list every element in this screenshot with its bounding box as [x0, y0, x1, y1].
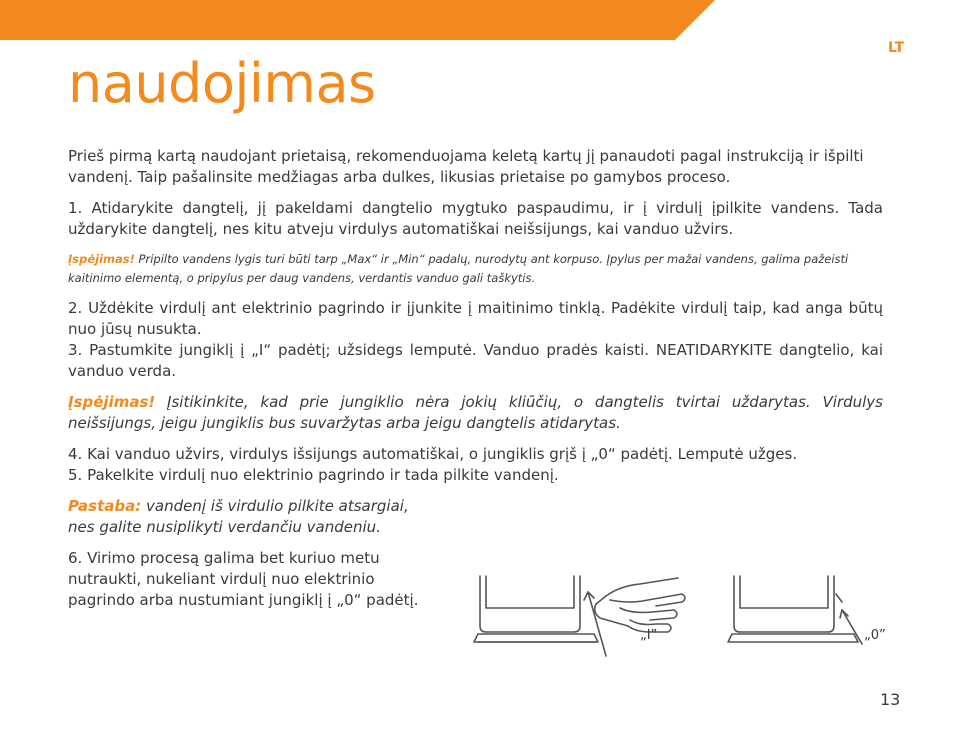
- step-4: 4. Kai vanduo užvirs, virdulys išsijungs automatiškai, o jungiklis grįš į „0“ padėtį. Lemputė užges.: [68, 445, 798, 463]
- page-number: 13: [880, 690, 901, 709]
- header-banner: [0, 0, 954, 40]
- step-1: 1. Atidarykite dangtelį, jį pakeldami dangtelio mygtuko paspaudimu, ir į virdulį įpilkite vandens. Tada uždarykite dangtelį, nes kitu atveju virdulys automatiškai neišsijungs, kai vanduo užvirs.: [68, 199, 883, 238]
- note-line-2: nes galite nusiplikyti verdančiu vandeniu.: [68, 518, 381, 536]
- warning-label: Įspėjimas!: [68, 393, 156, 411]
- warning-label: Įspėjimas!: [68, 252, 135, 266]
- language-code: LT: [888, 40, 905, 56]
- warning-text: Pripilto vandens lygis turi būti tarp „Max“ ir „Min“ padalų, nurodytų ant korpuso. Įpylus per mažai vandens, galima pažeisti kaitinimo elementą, o pripylus per daug vandens, verdantis vanduo gali taškytis.: [68, 252, 849, 285]
- warning-fill-level: [68, 250, 883, 288]
- note: [68, 496, 458, 538]
- step-2: 2. Uždėkite virdulį ant elektrinio pagrindo ir įjunkite į maitinimo tinklą. Padėkite virdulį taip, kad anga būtų nuo jūsų nusukta.: [68, 299, 883, 338]
- caption-switch-on: „I”: [640, 628, 658, 643]
- step-6: [68, 548, 458, 611]
- note-line-1: vandenį iš virdulio pilkite atsargiai,: [141, 497, 409, 515]
- warning-switch: [68, 392, 883, 434]
- step-5: 5. Pakelkite virdulį nuo elektrinio pagrindo ir tada pilkite vandenį.: [68, 466, 559, 484]
- switch-illustration: [470, 560, 900, 660]
- step-6-line-2: nutraukti, nukeliant virdulį nuo elektrinio: [68, 570, 375, 588]
- page-title: naudojimas: [68, 52, 376, 115]
- intro-paragraph: Prieš pirmą kartą naudojant prietaisą, rekomenduojama keletą kartų jį panaudoti pagal instrukciją ir išpilti vandenį. Taip pašalinsite medžiagas arba dulkes, likusias prietaise po gamybos proceso.: [68, 147, 864, 186]
- note-label: Pastaba:: [68, 497, 142, 515]
- step-6-line-1: 6. Virimo procesą galima bet kuriuo metu: [68, 549, 380, 567]
- step-6-line-3: pagrindo arba nustumiant jungiklį į „0“ padėtį.: [68, 591, 419, 609]
- warning-text: Įsitikinkite, kad prie jungiklio nėra jokių kliūčių, o dangtelis tvirtai uždarytas. Virdulys neišsijungs, jeigu jungiklis bus suvaržytas arba jeigu dangtelis atidarytas.: [68, 393, 883, 432]
- main-content: [68, 146, 883, 621]
- kettle-base-drawing: [470, 560, 900, 660]
- caption-switch-off: „0”: [864, 628, 886, 643]
- step-3: 3. Pastumkite jungiklį į „I“ padėtį; užsidegs lemputė. Vanduo pradės kaisti. NEATIDARYKITE dangtelio, kai vanduo verda.: [68, 341, 883, 380]
